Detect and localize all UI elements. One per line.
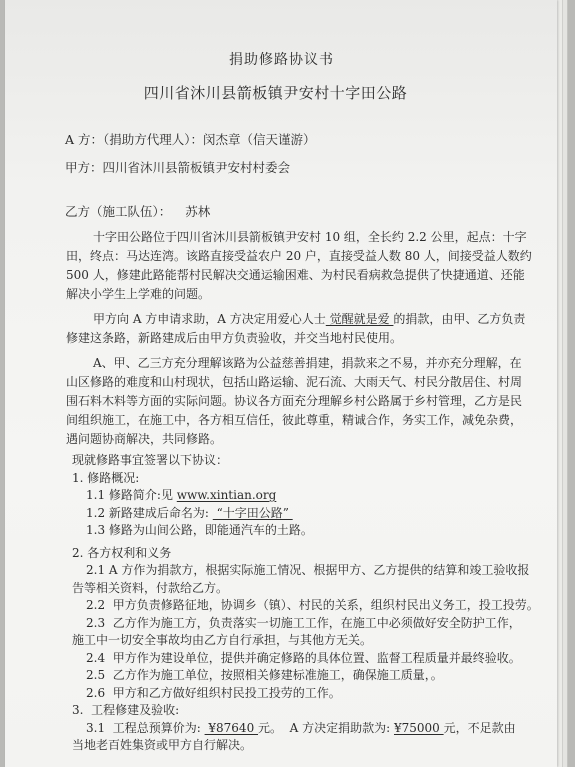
paragraph-line: 间组织施工，在施工中，各方相互信任，彼此尊重，精诚合作，务实工作，减免杂费，: [66, 413, 523, 427]
clause-line: 1.3 修路为山间公路，即能通汽车的土路。: [86, 523, 313, 537]
clause-line: 2.5 乙方作为施工单位，按照相关修建标准施工，确保施工质量，。: [86, 668, 443, 682]
paragraph-line: [66, 310, 539, 329]
clause-line: 施工中一切安全事故均由乙方自行承担，与其他方无关。: [72, 633, 373, 647]
donation-amount: ¥75000: [393, 720, 444, 735]
text-segment: 元，不足款由: [443, 720, 516, 735]
section-title: 2. 各方权利和义务: [72, 545, 172, 560]
paragraph-line: 十字田公路位于四川省沐川县箭板镇尹安村 10 组，全长约 2.2 公里，起点：十字: [93, 230, 527, 244]
paragraph-line: 围石料木料等方面的实际问题。协议各方面充分理解乡村公路属于乡村管理，乙方是民: [66, 394, 523, 408]
text-segment: 的捐款，由甲、乙方负责: [393, 312, 526, 326]
party-a: A 方：（捐助方代理人）：闵杰章（信天谨游）: [65, 132, 316, 147]
party-yi-label: 乙方（施工队伍）：: [65, 204, 172, 219]
document-subtitle: 四川省沐川县箭板镇尹安村十字田公路: [143, 84, 408, 102]
agreement-terms: [66, 452, 539, 755]
party-jia: 甲方：四川省沐川县箭板镇尹安村村委会: [65, 160, 291, 175]
paragraph-line: 修建这条路，新路建成后由甲方负责验收，并交当地村民使用。: [66, 331, 403, 345]
text-segment: 1.2 新路建成后命名为:: [86, 505, 213, 520]
section-title: 1. 修路概况:: [72, 470, 140, 485]
clause-line: 2.4 甲方作为建设单位，提供并确定修路的具体位置、监督工程质量并最终验收。: [86, 650, 521, 665]
paragraph-line: 遇问题协商解决，共同修路。: [66, 432, 223, 446]
agreement-body: [66, 228, 539, 755]
clause-line: [66, 505, 539, 523]
paragraph-line: 500 人，修建此路能帮村民解决交通运输困难、为村民看病救急提供了快捷通道、还能: [66, 268, 525, 282]
clause-line: [66, 487, 539, 505]
clause-line: 当地老百姓集资或甲方自行解决。: [72, 738, 253, 752]
paragraph-line: 解决小学生上学难的问题。: [66, 287, 211, 301]
section-title: 3. 工程修建及验收:: [72, 703, 180, 717]
clause-line: [66, 720, 539, 738]
clause-line: 告等相关资料，付款给乙方。: [72, 580, 229, 595]
donor-name: 觉醒就是爱: [325, 312, 394, 326]
clause-line: 2.2 甲方负责修路征地，协调乡（镇）、村民的关系，组织村民出义务工，投工投劳。: [86, 598, 539, 612]
road-name: “十字田公路”: [212, 505, 293, 520]
paragraph-line: 田，终点：马达连湾。该路直接受益农户 20 户，直接受益人数 80 人，间接受益人数约: [66, 249, 532, 263]
document-title: 捐助修路协议书: [229, 52, 334, 68]
clause-line: 2.6 甲方和乙方做好组织村民投工投劳的工作。: [86, 685, 341, 700]
website-link: www.xintian.org: [176, 488, 277, 502]
text-segment: 3.1 工程总预算价为:: [86, 720, 205, 735]
paragraph-mutual-understanding: [66, 354, 539, 449]
paragraph-project-description: [66, 228, 539, 304]
paragraph-donation-request: [66, 310, 539, 348]
party-yi: [65, 203, 210, 221]
text-segment: 元。 A 方决定捐助款为:: [258, 720, 394, 735]
text-segment: 1.1 修路简介:见: [86, 488, 177, 502]
budget-amount: ¥87640: [204, 720, 259, 735]
party-yi-name: 苏林: [185, 204, 211, 219]
paragraph-line: A、甲、乙三方充分理解该路为公益慈善捐建，捐款来之不易，并亦充分理解，在: [93, 356, 522, 370]
clause-line: 2.1 A 方作为捐款方，根据实际施工情况、根据甲方、乙方提供的结算和竣工验收报: [86, 563, 530, 577]
agreement-heading: 现就修路事宜签署以下协议：: [72, 453, 229, 467]
paragraph-line: 山区修路的难度和山村现状，包括山路运输、泥石流、大雨天气、村民分散居住、村周: [66, 375, 523, 389]
text-segment: 甲方向 A 方申请求助，A 方决定用爱心人士: [93, 312, 326, 326]
clause-line: 2.3 乙方作为施工方，负责落实一切施工工作，在施工中必须做好安全防护工作，: [86, 615, 521, 630]
